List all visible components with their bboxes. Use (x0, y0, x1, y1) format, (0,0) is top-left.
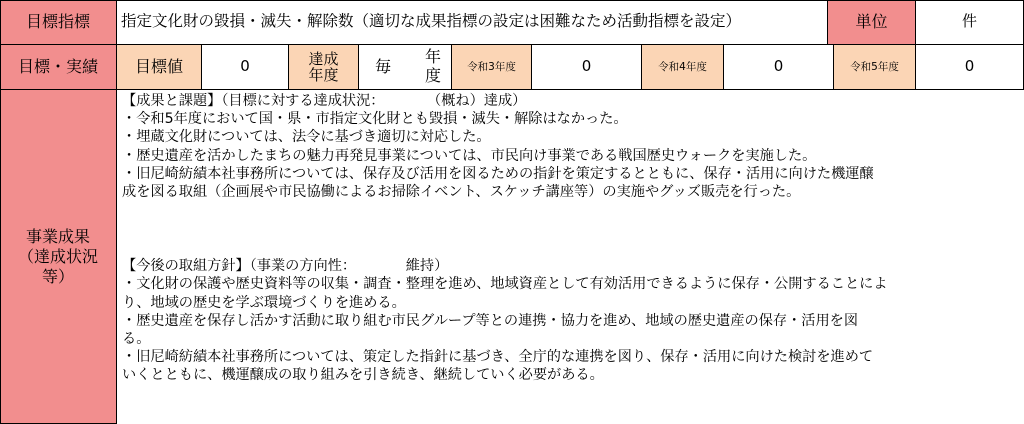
unit-value: 件 (916, 0, 1024, 45)
target-value-label: 目標値 (117, 45, 202, 90)
policy-line: ・旧尼崎紡績本社事務所については、策定した指針に基づき、全庁的な連携を図り、保存・活用に向けた検討を進めて (122, 349, 874, 366)
results-label-line1: 事業成果 (25, 226, 90, 246)
year-char: 年 (424, 47, 441, 66)
spacer (122, 201, 1015, 257)
results-line: 【成果と課題】（目標に対する達成状況： （概ね）達成） (122, 93, 527, 109)
policy-line: る。 (122, 331, 151, 348)
results-line: ・埋蔵文化財については、法令に基づき適切に対応した。 (122, 129, 491, 146)
results-line: 成を図る取組（企画展や市民協働によるお掃除イベント、スケッチ講座等）の実施やグッズ販売を行った。 (122, 184, 801, 201)
results-line: ・旧尼崎紡績本社事務所については、保存及び活用を図るための指針を策定するとともに、保存・活用に向けた機運醸 (122, 165, 874, 182)
year2-label: 令和4年度 (642, 45, 724, 90)
achievement-year-label (289, 45, 359, 90)
policy-line: ・歴史遺産を保存し活かす活動に取り組む市民グループ等との連携・協力を進め、地域の歴史遺産の保存・活用を図 (122, 312, 859, 329)
results-body (117, 90, 1019, 424)
results-label-line2: （達成状況 (17, 246, 98, 266)
target-indicator-text: 指定文化財の毀損・滅失・解除数（適切な成果指標の設定は困難なため活動指標を設定） (117, 0, 828, 45)
policy-line: いくとともに、機運醸成の取り組みを引き続き、継続していく必要がある。 (122, 367, 604, 384)
achievement-year-line1: 達成 (308, 49, 339, 68)
policy-line: 【今後の取組方針】（事業の方向性： 維持） (122, 258, 449, 275)
results-label (0, 90, 117, 424)
year3-value: 0 (916, 45, 1024, 90)
results-line: ・歴史遺産を活かしたまちの魅力再発見事業については、市民向け事業である戦国歴史ウォークを実施した。 (122, 147, 817, 164)
target-actual-label: 目標・実績 (0, 45, 117, 90)
year1-value: 0 (532, 45, 642, 90)
year2-value: 0 (724, 45, 834, 90)
target-indicator-label: 目標指標 (0, 0, 117, 45)
results-line: ・令和5年度において国・県・市指定文化財とも毀損・滅失・解除はなかった。 (122, 111, 628, 128)
target-value: 0 (202, 45, 289, 90)
policy-line: り、地域の歴史を学ぶ環境づくりを進める。 (122, 294, 406, 311)
achievement-year-line2: 年度 (308, 66, 339, 84)
do-char: 度 (424, 66, 441, 85)
year1-label: 令和3年度 (452, 45, 532, 90)
policy-line: ・文化財の保護や歴史資料等の収集・調査・整理を進め、地域資産として有効活用できるように保存・公開することによ (122, 276, 888, 293)
achievement-year-value (359, 45, 452, 90)
each-char: 毎 (375, 57, 392, 76)
year-chars (425, 47, 441, 85)
year3-label: 令和5年度 (834, 45, 916, 90)
unit-label: 単位 (828, 0, 916, 45)
results-label-line3: 等） (41, 266, 74, 286)
